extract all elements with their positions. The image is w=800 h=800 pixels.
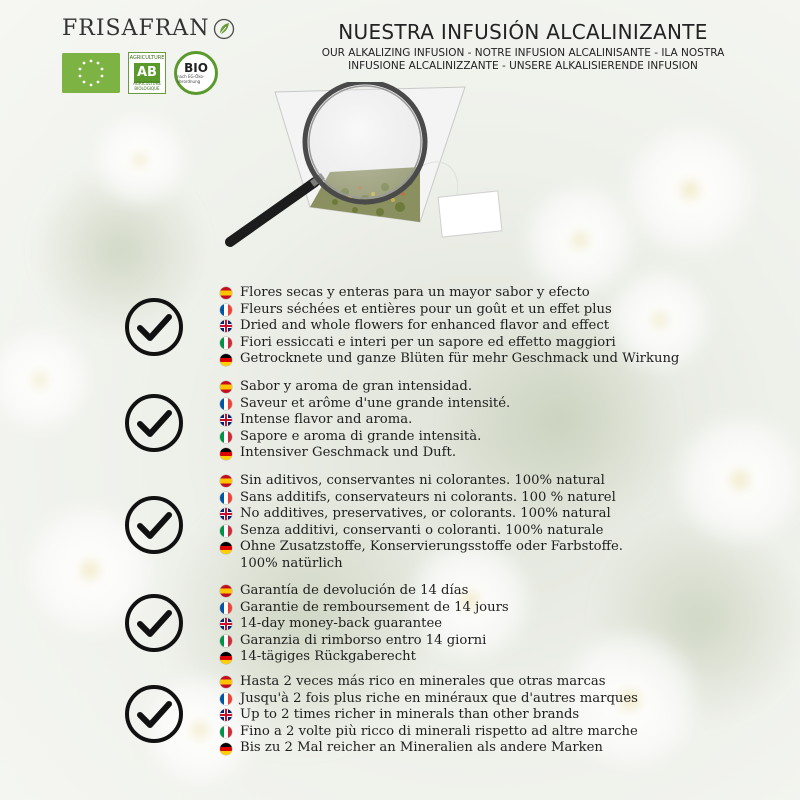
leaf-icon [213, 18, 235, 40]
feature-line: Garanzia di rimborso entro 14 giorni [220, 633, 509, 650]
header [288, 20, 758, 73]
germany-flag-icon [220, 743, 232, 755]
italy-flag-icon [220, 431, 232, 443]
italy-flag-icon [220, 635, 232, 647]
france-flag-icon [220, 398, 232, 410]
brand-name: FRISAFRAN [62, 16, 210, 41]
feature-line: Hasta 2 veces más rico en minerales que otras marcas [220, 674, 638, 691]
germany-flag-icon [220, 652, 232, 664]
feature-text [220, 285, 679, 368]
feature-text [220, 674, 638, 757]
uk-flag-icon [220, 508, 232, 520]
checkmark-icon [122, 295, 186, 359]
france-flag-icon [220, 304, 232, 316]
feature-line: Jusqu'à 2 fois plus riche en minéraux que d'autres marques [220, 691, 638, 708]
italy-flag-icon [220, 726, 232, 738]
italy-flag-icon [220, 337, 232, 349]
feature-line: Senza additivi, conservanti o coloranti. 100% naturale [220, 523, 623, 540]
feature-line: Fino a 2 volte più ricco di minerali rispetto ad altre marche [220, 724, 638, 741]
uk-flag-icon [220, 414, 232, 426]
product-image [215, 82, 515, 252]
brand-logo [62, 16, 235, 41]
eu-organic-icon [62, 53, 120, 93]
checkmark-icon [122, 591, 186, 655]
feature-line: Sin aditivos, conservantes ni colorantes. 100% natural [220, 473, 623, 490]
feature-line: Sans additifs, conservateurs ni colorants. 100 % naturel [220, 490, 623, 507]
feature-line: Intensiver Geschmack und Duft. [220, 445, 510, 462]
feature-line: Dried and whole flowers for enhanced flavor and effect [220, 318, 679, 335]
spain-flag-icon [220, 585, 232, 597]
ab-organic-icon: AGRICULTURE AB AGRICULTURE BIOLOGIQUE [128, 52, 166, 94]
spain-flag-icon [220, 676, 232, 688]
feature-line: Ohne Zusatzstoffe, Konservierungsstoffe oder Farbstoffe. [220, 539, 623, 556]
page-subtitle: OUR ALKALIZING INFUSION - NOTRE INFUSION ALCALINISANTE - ILA NOSTRA INFUSIONE ALCALINIZZANTE - UNSERE ALKALISIERENDE INFUSION [321, 47, 725, 72]
checkmark-icon [122, 493, 186, 557]
spain-flag-icon [220, 381, 232, 393]
feature-line: Sapore e aroma di grande intensità. [220, 429, 510, 446]
uk-flag-icon [220, 618, 232, 630]
feature-line: Intense flavor and aroma. [220, 412, 510, 429]
germany-flag-icon [220, 354, 232, 366]
germany-flag-icon [220, 448, 232, 460]
certification-logos [62, 51, 235, 95]
feature-line: Sabor y aroma de gran intensidad. [220, 379, 510, 396]
feature-line: Garantía de devolución de 14 días [220, 583, 509, 600]
brand-block [62, 16, 235, 95]
italy-flag-icon [220, 525, 232, 537]
feature-text [220, 583, 509, 666]
feature-line: Fiori essiccati e interi per un sapore ed effetto maggiori [220, 335, 679, 352]
feature-line: Up to 2 times richer in minerals than other brands [220, 707, 638, 724]
feature-line: 14-day money-back guarantee [220, 616, 509, 633]
uk-flag-icon [220, 320, 232, 332]
feature-line: Flores secas y enteras para un mayor sabor y efecto [220, 285, 679, 302]
feature-text [220, 379, 510, 462]
feature-line: Bis zu 2 Mal reicher an Mineralien als andere Marken [220, 740, 638, 757]
feature-line: 14-tägiges Rückgaberecht [220, 649, 509, 666]
feature-line: Garantie de remboursement de 14 jours [220, 600, 509, 617]
page-title: NUESTRA INFUSIÓN ALCALINIZANTE [338, 20, 708, 44]
france-flag-icon [220, 693, 232, 705]
uk-flag-icon [220, 709, 232, 721]
feature-line: Saveur et arôme d'une grande intensité. [220, 396, 510, 413]
spain-flag-icon [220, 287, 232, 299]
feature-line: 100% natürlich [240, 555, 343, 571]
france-flag-icon [220, 492, 232, 504]
checkmark-icon [122, 682, 186, 746]
feature-line: No additives, preservatives, or colorants. 100% natural [220, 506, 623, 523]
feature-line: Fleurs séchées et entières pour un goût et un effet plus [220, 302, 679, 319]
germany-flag-icon [220, 542, 232, 554]
france-flag-icon [220, 602, 232, 614]
feature-text [220, 473, 623, 573]
bio-seal-icon: BIO nach EG-Öko-Verordnung [174, 51, 218, 95]
feature-line: Getrocknete und ganze Blüten für mehr Geschmack und Wirkung [220, 351, 679, 368]
spain-flag-icon [220, 475, 232, 487]
checkmark-icon [122, 391, 186, 455]
